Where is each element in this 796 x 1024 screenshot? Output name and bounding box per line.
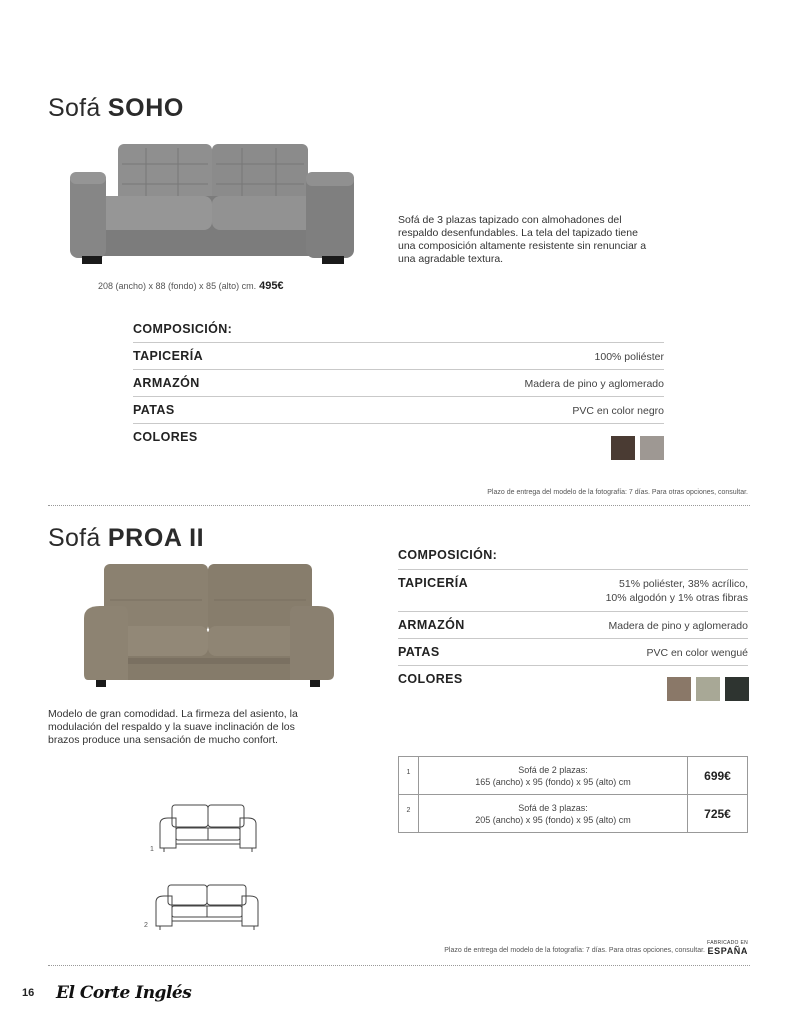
proa-row-label: PATAS [398,645,440,659]
price-row-description [419,757,688,795]
proa-title [48,524,204,553]
soho-row-tapiceria [133,342,664,369]
proa-row-armazon [398,611,748,638]
soho-dimensions-text: 208 (ancho) x 88 (fondo) x 85 (alto) cm. [98,281,257,291]
proa-title-bold: PROA II [107,524,205,552]
price-row-line2: 205 (ancho) x 95 (fondo) x 95 (alto) cm [475,814,631,825]
proa-row-value-line2: 10% algodón y 1% otras fibras [605,592,748,604]
proa-row-label: COLORES [398,672,463,686]
soho-row-label: ARMAZÓN [133,376,200,390]
soho-row-value: 100% poliéster [594,351,664,363]
soho-price: 495€ [259,280,284,292]
soho-composition-heading: COMPOSICIÓN: [133,322,233,336]
price-row-number: 2 [399,795,419,833]
proa-row-value: PVC en color wengué [646,647,748,659]
soho-row-label: PATAS [133,403,175,417]
drawing-label-2: 2 [144,922,148,929]
proa-color-swatch-sage[interactable] [696,677,720,701]
price-row [399,795,748,833]
price-row-price: 699€ [688,757,748,795]
soho-row-label: COLORES [133,430,198,444]
price-row-line2: 165 (ancho) x 95 (fondo) x 95 (alto) cm [475,776,631,787]
proa-description: Modelo de gran comodidad. La firmeza del asiento, la modulación del respaldo y la suave inclinación de los brazos produce una sensación de mucho confort. [48,708,298,746]
drawing-label-1: 1 [150,846,154,853]
proa-composition-heading: COMPOSICIÓN: [398,548,498,562]
price-row-number: 1 [399,757,419,795]
proa-row-patas [398,638,748,665]
soho-row-value: PVC en color negro [572,405,664,417]
proa-price-table [398,756,748,833]
proa-row-value: Madera de pino y aglomerado [608,620,748,632]
price-row-line1: Sofá de 2 plazas: [518,764,588,775]
soho-description: Sofá de 3 plazas tapizado con almohadones del respaldo desenfundables. La tela del tapizado tiene una composición altamente resistente sin renunciar a una agradable textura. [398,214,647,265]
proa-row-value-line1: 51% poliéster, 38% acrílico, [619,578,748,590]
price-row [399,757,748,795]
proa-row-label: TAPICERÍA [398,576,469,590]
soho-row-patas [133,396,664,423]
made-in-big-text: ESPAÑA [707,946,748,956]
proa-color-swatch-dark[interactable] [725,677,749,701]
price-row-description [419,795,688,833]
proa-delivery-note: Plazo de entrega del modelo de la fotografía: 7 días. Para otras opciones, consultar. [444,947,705,954]
sofa-2-seater-drawing [158,802,258,856]
made-in-spain-badge [706,940,748,957]
soho-row-armazon [133,369,664,396]
soho-dimensions [98,280,284,292]
footer-divider [48,965,750,966]
el-corte-ingles-logo: El Corte Inglés [56,983,192,1003]
soho-title-light: Sofá [48,94,101,122]
soho-sofa-image [66,140,358,268]
sofa-3-seater-drawing [154,882,260,932]
proa-title-light: Sofá [48,524,101,552]
soho-row-colores [133,423,664,463]
soho-title [48,94,184,123]
price-row-line1: Sofá de 3 plazas: [518,802,588,813]
soho-color-swatch-brown[interactable] [611,436,635,460]
soho-row-label: TAPICERÍA [133,349,204,363]
soho-color-swatch-grey[interactable] [640,436,664,460]
soho-title-bold: SOHO [107,94,184,122]
price-row-price: 725€ [688,795,748,833]
proa-color-swatch-taupe[interactable] [667,677,691,701]
proa-sofa-image [82,562,336,690]
soho-delivery-note: Plazo de entrega del modelo de la fotografía: 7 días. Para otras opciones, consultar. [487,489,748,496]
page-number: 16 [22,987,35,999]
made-in-small-text: FABRICADO EN [707,940,748,946]
section-divider [48,505,750,506]
proa-row-label: ARMAZÓN [398,618,465,632]
proa-row-value [606,577,748,605]
proa-row-tapiceria [398,569,748,611]
soho-row-value: Madera de pino y aglomerado [524,378,664,390]
